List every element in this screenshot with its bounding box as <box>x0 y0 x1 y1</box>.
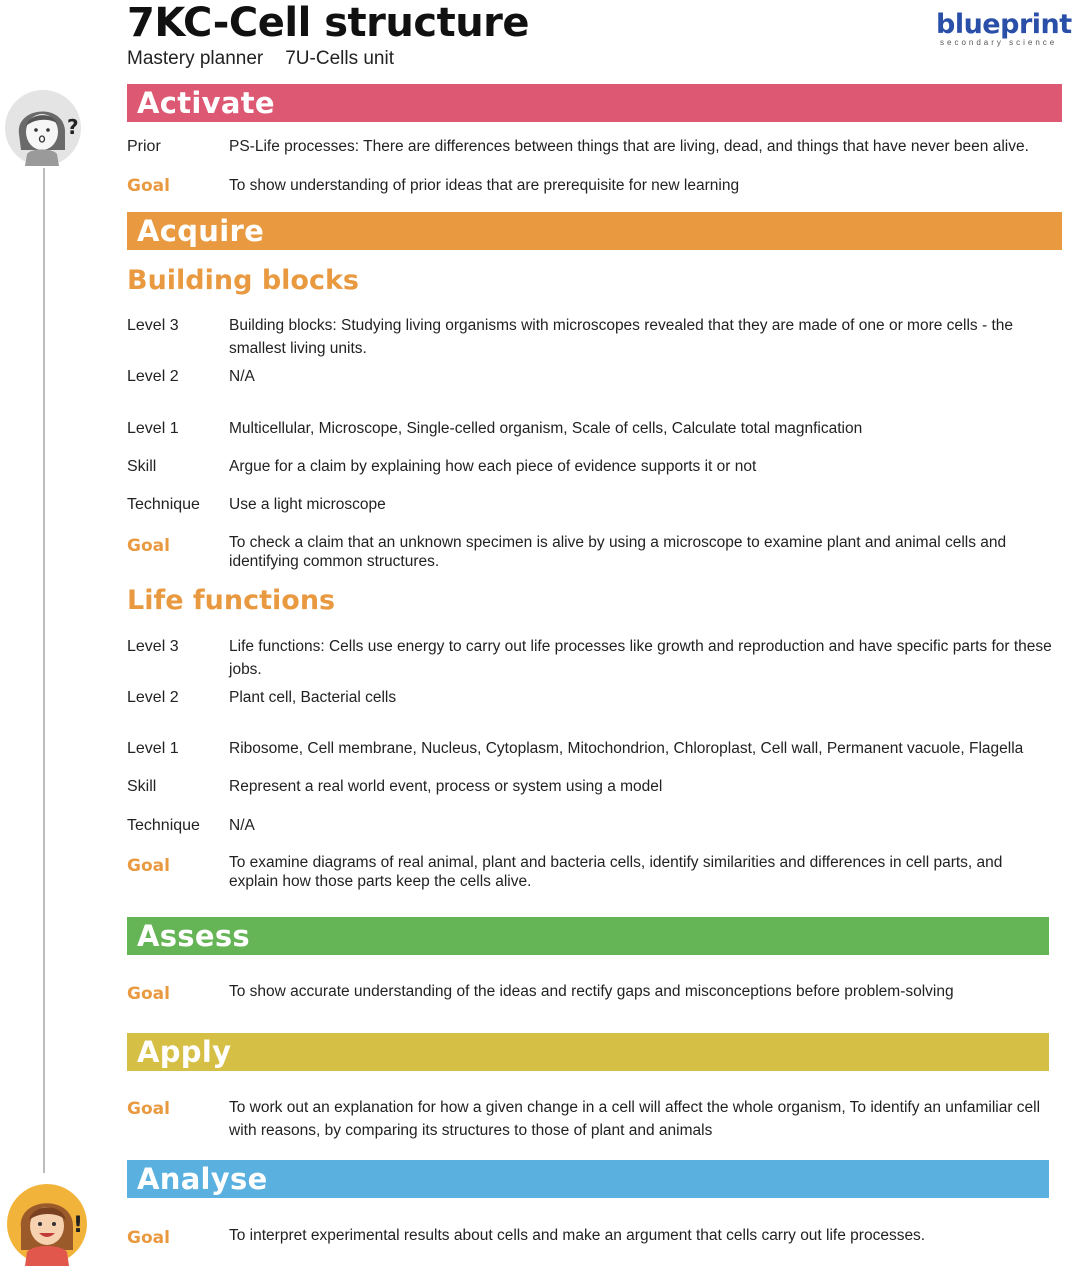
apply-banner: Apply <box>127 1033 1049 1071</box>
subtitle-unit: 7U-Cells unit <box>285 48 394 69</box>
life-functions-heading: Life functions <box>127 585 336 616</box>
lf-level1-text: Ribosome, Cell membrane, Nucleus, Cytoplasm, Mitochondrion, Chloroplast, Cell wall, Permanent vacuole, Flagella <box>229 740 1024 757</box>
analyse-goal-text: To interpret experimental results about cells and make an argument that cells carry out life processes. <box>229 1227 926 1244</box>
lf-skill-label: Skill <box>127 778 157 795</box>
lf-level2-text: Plant cell, Bacterial cells <box>229 689 397 706</box>
activate-goal-text: To show understanding of prior ideas that are prerequisite for new learning <box>229 177 740 194</box>
building-blocks-heading: Building blocks <box>127 265 360 296</box>
acquire-banner: Acquire <box>127 212 1062 250</box>
bb-technique-label: Technique <box>127 496 200 513</box>
smiling-girl-exclamation-icon <box>5 1180 91 1268</box>
bb-skill-text: Argue for a claim by explaining how each piece of evidence supports it or not <box>229 458 757 475</box>
lf-level3-text: Life functions: Cells use energy to carry out life processes like growth and reproduction and have specific parts for these jobs. <box>229 638 1052 678</box>
bb-level2-text: N/A <box>229 368 255 385</box>
logo-tagline: secondary science <box>940 38 1058 47</box>
analyse-goal-label: Goal <box>127 1228 170 1248</box>
thinking-girl-question-icon <box>5 88 87 170</box>
apply-goal-text: To work out an explanation for how a given change in a cell will affect the whole organism, To identify an unfamiliar cell with reasons, by comparing its structures to those of plant and animals <box>229 1099 1041 1139</box>
svg-text:!: ! <box>73 1213 84 1238</box>
logo-wordmark: blueprint <box>936 9 1072 40</box>
bb-skill-label: Skill <box>127 458 157 475</box>
subtitle-planner: Mastery planner <box>127 48 264 69</box>
lf-level2-label: Level 2 <box>127 689 179 706</box>
bb-level1-label: Level 1 <box>127 420 179 437</box>
lf-technique-label: Technique <box>127 817 200 834</box>
assess-goal-label: Goal <box>127 984 170 1004</box>
activate-banner: Activate <box>127 84 1062 122</box>
assess-banner: Assess <box>127 917 1049 955</box>
prior-text: PS-Life processes: There are differences between things that are living, dead, and things that have never been alive. <box>229 138 1029 155</box>
bb-level2-label: Level 2 <box>127 368 179 385</box>
timeline-line <box>43 168 45 1173</box>
lf-goal-label: Goal <box>127 856 170 876</box>
analyse-banner: Analyse <box>127 1160 1049 1198</box>
lf-level1-label: Level 1 <box>127 740 179 757</box>
bb-level1-text: Multicellular, Microscope, Single-celled organism, Scale of cells, Calculate total magnfication <box>229 420 863 437</box>
lf-level3-label: Level 3 <box>127 638 179 655</box>
svg-text:?: ? <box>67 115 79 139</box>
lf-technique-text: N/A <box>229 817 255 834</box>
prior-label: Prior <box>127 138 161 155</box>
blueprint-logo <box>936 9 1072 50</box>
apply-goal-label: Goal <box>127 1099 170 1119</box>
bb-goal-label: Goal <box>127 536 170 556</box>
bb-goal-text: To check a claim that an unknown specimen is alive by using a microscope to examine plant and animal cells and identifying common structures. <box>229 534 1007 570</box>
bb-level3-label: Level 3 <box>127 317 179 334</box>
lf-skill-text: Represent a real world event, process or system using a model <box>229 778 663 795</box>
subtitle <box>127 48 394 70</box>
assess-goal-text: To show accurate understanding of the ideas and rectify gaps and misconceptions before problem-solving <box>229 983 954 1000</box>
bb-level3-text: Building blocks: Studying living organisms with microscopes revealed that they are made of one or more cells - the smallest living units. <box>229 317 1013 357</box>
page-title: 7KC-Cell structure <box>127 0 530 46</box>
bb-technique-text: Use a light microscope <box>229 496 386 513</box>
activate-goal-label: Goal <box>127 176 170 196</box>
lf-goal-text: To examine diagrams of real animal, plant and bacteria cells, identify similarities and differences in cell parts, and explain how those parts keep the cells alive. <box>229 854 1003 890</box>
